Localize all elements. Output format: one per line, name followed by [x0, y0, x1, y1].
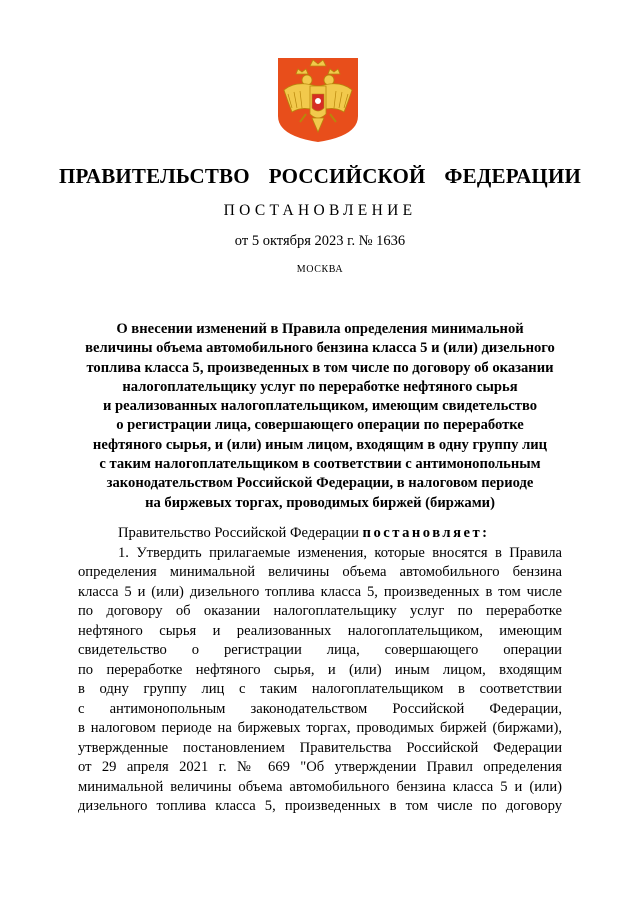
body-line: класса 5 и (или) дизельного топлива класса 5, произведенных в том числе	[78, 583, 562, 600]
title-line: законодательством Российской Федерации, в налоговом периоде	[106, 475, 534, 492]
body-line: минимальной величины объема автомобильного бензина класса 5 и (или)	[78, 778, 562, 795]
body-line: нефтяного сырья и реализованных налогоплательщиком, имеющим	[78, 622, 562, 639]
resolution-title	[70, 320, 570, 513]
title-line: нефтяного сырья, и (или) иным лицом, входящим в одну группу лиц	[92, 436, 548, 453]
body-line: дизельного топлива класса 5, произведенных в том числе по договору	[78, 798, 562, 814]
title-line: О внесении изменений в Правила определения минимальной	[116, 321, 524, 337]
title-line: и реализованных налогоплательщиком, имеющим свидетельство	[102, 398, 538, 415]
body-line: определения минимальной величины объема автомобильного бензина	[78, 564, 562, 580]
document-body	[78, 524, 562, 817]
body-line: в одну группу лиц с таким налогоплательщиком в соответствии	[78, 681, 562, 697]
preamble-line	[78, 524, 562, 544]
city: МОСКВА	[296, 264, 344, 275]
date-and-number: от 5 октября 2023 г. № 1636	[234, 233, 406, 249]
title-line: величины объема автомобильного бензина класса 5 и (или) дизельного	[85, 340, 555, 357]
title-line: топлива класса 5, произведенных в том числе по договору об оказании	[86, 359, 554, 376]
body-line: в налоговом периоде на биржевых торгах, проводимых биржей (биржами),	[78, 720, 562, 736]
title-line: с таким налогоплательщиком в соответствии с антимонопольным	[99, 456, 541, 473]
title-line: на биржевых торгах, проводимых биржей (биржами)	[145, 494, 495, 511]
body-line: с антимонопольным законодательством Российской Федерации,	[78, 700, 562, 717]
body-line: по договору об оказании налогоплательщику услуг по переработке	[78, 603, 562, 619]
document-type: ПОСТАНОВЛЕНИЕ	[223, 202, 417, 219]
body-line: от 29 апреля 2021 г. № 669 "Об утверждении Правил определения	[78, 759, 562, 775]
resolves-word: постановляет:	[362, 525, 490, 541]
russian-coat-of-arms-icon	[276, 56, 360, 144]
title-line: о регистрации лица, совершающего операции по переработке	[116, 417, 524, 434]
body-line: свидетельство о регистрации лица, совершающего операции	[78, 642, 562, 658]
body-line: по переработке нефтяного сырья, и (или) иным лицом, входящим	[78, 661, 562, 678]
preamble-text: Правительство Российской Федерации	[118, 525, 359, 541]
government-name: ПРАВИТЕЛЬСТВО РОССИЙСКОЙ ФЕДЕРАЦИИ	[58, 164, 582, 188]
body-line: утвержденные постановлением Правительства Российской Федерации	[78, 739, 562, 756]
title-line: налогоплательщику услуг по переработке нефтяного сырья	[122, 378, 518, 395]
body-line: 1. Утвердить прилагаемые изменения, которые вносятся в Правила	[118, 544, 562, 561]
